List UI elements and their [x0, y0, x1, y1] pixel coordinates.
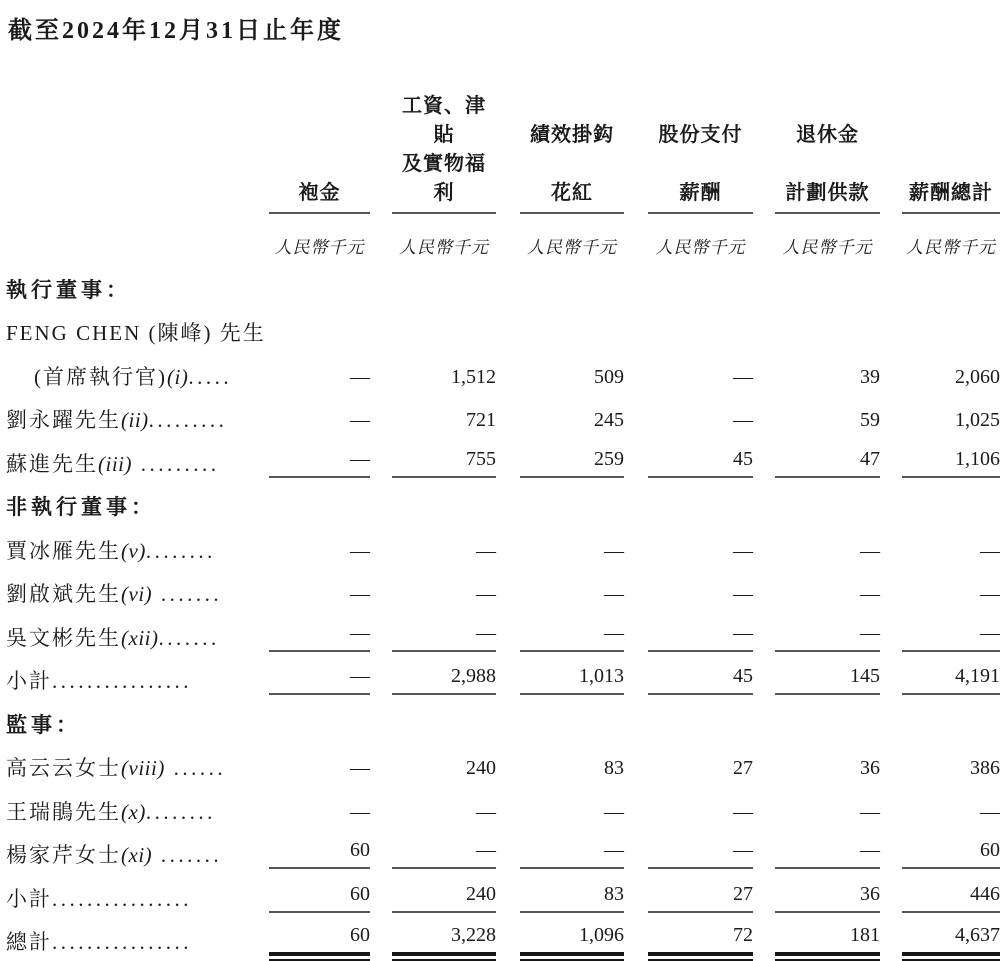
dot-leader: ................ — [52, 886, 192, 911]
cell-value: — — [269, 448, 370, 478]
cell-value: — — [860, 583, 880, 605]
row-label-ref: (v) — [121, 538, 146, 563]
dot-leader: ......... — [148, 408, 228, 432]
cell-value: 721 — [466, 409, 496, 431]
cell-value: — — [604, 539, 624, 562]
cell-value: 27 — [733, 757, 753, 779]
unit-label: 人民幣千元 — [655, 238, 746, 257]
column-header-line1: 股份支付 — [658, 124, 743, 146]
cell-value: 45 — [648, 448, 753, 478]
subtotal-row — [0, 869, 1000, 913]
header-row-units — [0, 214, 1000, 260]
cell-value: 59 — [860, 409, 880, 431]
cell-value: 240 — [466, 757, 496, 779]
cell-value: 240 — [392, 883, 496, 913]
column-header-line1: 績效掛鈎 — [530, 124, 614, 146]
cell-value: 4,191 — [902, 665, 1000, 695]
dot-leader: ........ — [145, 538, 216, 563]
column-header-bonus: 花紅 — [520, 176, 624, 214]
cell-value: 4,637 — [902, 924, 1000, 956]
column-header-line1: 退休金 — [796, 124, 859, 146]
cell-value: — — [269, 622, 370, 652]
dot-leader: ......... — [132, 451, 220, 476]
table-row — [0, 304, 1000, 348]
table-row — [0, 434, 1000, 478]
row-label-ref: (i) — [167, 364, 189, 389]
cell-value: 39 — [860, 365, 880, 388]
section-label: 執行董事： — [6, 277, 131, 302]
cell-value: — — [476, 539, 496, 562]
cell-value: — — [980, 800, 1000, 823]
row-label-ref: (xi) — [121, 843, 153, 867]
cell-value: — — [648, 839, 753, 869]
table-header — [0, 89, 1000, 260]
cell-value: — — [860, 539, 880, 562]
row-label-name: 小計 — [6, 669, 52, 693]
cell-value: — — [520, 839, 624, 869]
cell-value: 1,512 — [451, 365, 496, 388]
row-label-name: 賈冰雁先生 — [6, 538, 121, 563]
cell-value: 1,096 — [520, 924, 624, 956]
page-title: 截至2024年12月31日止年度 — [8, 18, 344, 44]
cell-value: — — [733, 800, 753, 823]
cell-value: 60 — [269, 924, 370, 956]
cell-value: 755 — [392, 448, 496, 478]
cell-value: 145 — [775, 665, 880, 695]
unit-label: 人民幣千元 — [527, 238, 617, 257]
total-row — [0, 913, 1000, 957]
unit-label: 人民幣千元 — [274, 238, 365, 257]
row-label-name: 王瑞鵑先生 — [6, 799, 121, 824]
column-header-salaries: 及實物福利 — [392, 147, 496, 214]
row-label-ref: (x) — [121, 799, 146, 824]
dot-leader: ....... — [152, 843, 223, 867]
cell-value: — — [476, 800, 496, 823]
cell-value: — — [520, 622, 624, 652]
unit-label: 人民幣千元 — [399, 238, 489, 257]
cell-value: 181 — [775, 924, 880, 956]
column-header-total: 薪酬總計 — [902, 176, 1000, 214]
cell-value: — — [648, 622, 753, 652]
column-header-pension: 計劃供款 — [775, 176, 880, 214]
cell-value: — — [350, 583, 370, 605]
cell-value: — — [980, 539, 1000, 562]
cell-value: — — [733, 539, 753, 562]
cell-value: — — [350, 409, 370, 431]
cell-value: 72 — [648, 924, 753, 956]
cell-value: 36 — [860, 757, 880, 779]
cell-value: 3,228 — [392, 924, 496, 956]
cell-value: 47 — [775, 448, 880, 478]
row-label-ref: (ii) — [121, 408, 149, 432]
remuneration-table — [0, 89, 1000, 956]
cell-value: 60 — [902, 839, 1000, 869]
cell-value: 1,025 — [955, 409, 1000, 431]
header-row-line2 — [0, 147, 1000, 214]
row-label-name: 劉啟斌先生 — [6, 582, 121, 606]
cell-value: — — [269, 665, 370, 695]
column-header-share-payment: 薪酬 — [648, 176, 753, 214]
row-label-name: 吳文彬先生 — [6, 625, 121, 650]
cell-value: — — [733, 409, 753, 431]
table-row — [0, 608, 1000, 652]
section-row-executive-directors — [0, 260, 1000, 304]
column-header-line1: 工資、津貼 — [402, 95, 486, 146]
row-label-name: 楊家芹女士 — [6, 843, 121, 867]
table-row — [0, 565, 1000, 609]
cell-value: 36 — [775, 883, 880, 913]
row-label-ref: (viii) — [121, 756, 165, 780]
row-label-ref: (vi) — [121, 582, 153, 606]
cell-value: 2,988 — [392, 665, 496, 695]
cell-value: — — [733, 583, 753, 605]
table-row — [0, 782, 1000, 826]
table-row — [0, 521, 1000, 565]
table-row — [0, 391, 1000, 435]
dot-leader: ................ — [52, 930, 192, 954]
subtotal-row — [0, 652, 1000, 696]
cell-value: — — [604, 583, 624, 605]
cell-value: 259 — [520, 448, 624, 478]
cell-value: — — [775, 622, 880, 652]
dot-leader: ....... — [152, 582, 223, 606]
row-label-name: 蘇進先生 — [6, 451, 98, 476]
cell-value: — — [392, 622, 496, 652]
row-label-name: FENG CHEN (陳峰) 先生 — [6, 321, 266, 345]
cell-value: 27 — [648, 883, 753, 913]
cell-value: — — [392, 839, 496, 869]
cell-value: — — [860, 800, 880, 823]
dot-leader: ....... — [158, 625, 220, 650]
row-label-name: 總計 — [6, 930, 52, 954]
cell-value: 446 — [902, 883, 1000, 913]
dot-leader: ..... — [188, 364, 233, 389]
cell-value: 386 — [970, 757, 1000, 779]
cell-value: — — [350, 539, 370, 562]
cell-value: 83 — [520, 883, 624, 913]
row-label-ref: (xii) — [121, 625, 159, 650]
row-label-name: 小計 — [6, 886, 52, 911]
cell-value: — — [350, 800, 370, 823]
section-label: 監事： — [6, 712, 81, 737]
unit-label: 人民幣千元 — [782, 238, 873, 257]
dot-leader: ........ — [145, 799, 216, 824]
table-row — [0, 347, 1000, 391]
cell-value: — — [350, 757, 370, 779]
cell-value: 245 — [594, 409, 624, 431]
row-label-name: (首席執行官) — [34, 364, 167, 389]
cell-value: 509 — [594, 365, 624, 388]
cell-value: 60 — [269, 839, 370, 869]
cell-value: — — [775, 839, 880, 869]
cell-value: — — [902, 622, 1000, 652]
cell-value: 2,060 — [955, 365, 1000, 388]
section-label: 非執行董事： — [6, 495, 156, 519]
header-row-line1 — [0, 89, 1000, 147]
table-body — [0, 260, 1000, 956]
cell-value: 45 — [648, 665, 753, 695]
cell-value: — — [980, 583, 1000, 605]
cell-value: — — [350, 365, 370, 388]
section-row-supervisors — [0, 695, 1000, 739]
column-header-fees: 袍金 — [269, 176, 370, 214]
cell-value: — — [476, 583, 496, 605]
row-label-name: 高云云女士 — [6, 756, 121, 780]
row-label-ref: (iii) — [98, 451, 132, 476]
table-row — [0, 826, 1000, 870]
dot-leader: ...... — [164, 756, 227, 780]
cell-value: — — [604, 800, 624, 823]
dot-leader: ................ — [52, 669, 192, 693]
section-row-non-executive-directors — [0, 478, 1000, 522]
cell-value: 83 — [604, 757, 624, 779]
table-row — [0, 739, 1000, 783]
unit-label: 人民幣千元 — [906, 238, 996, 257]
cell-value: — — [733, 365, 753, 388]
row-label-name: 劉永躍先生 — [6, 408, 121, 432]
cell-value: 60 — [269, 883, 370, 913]
cell-value: 1,106 — [902, 448, 1000, 478]
cell-value: 1,013 — [520, 665, 624, 695]
